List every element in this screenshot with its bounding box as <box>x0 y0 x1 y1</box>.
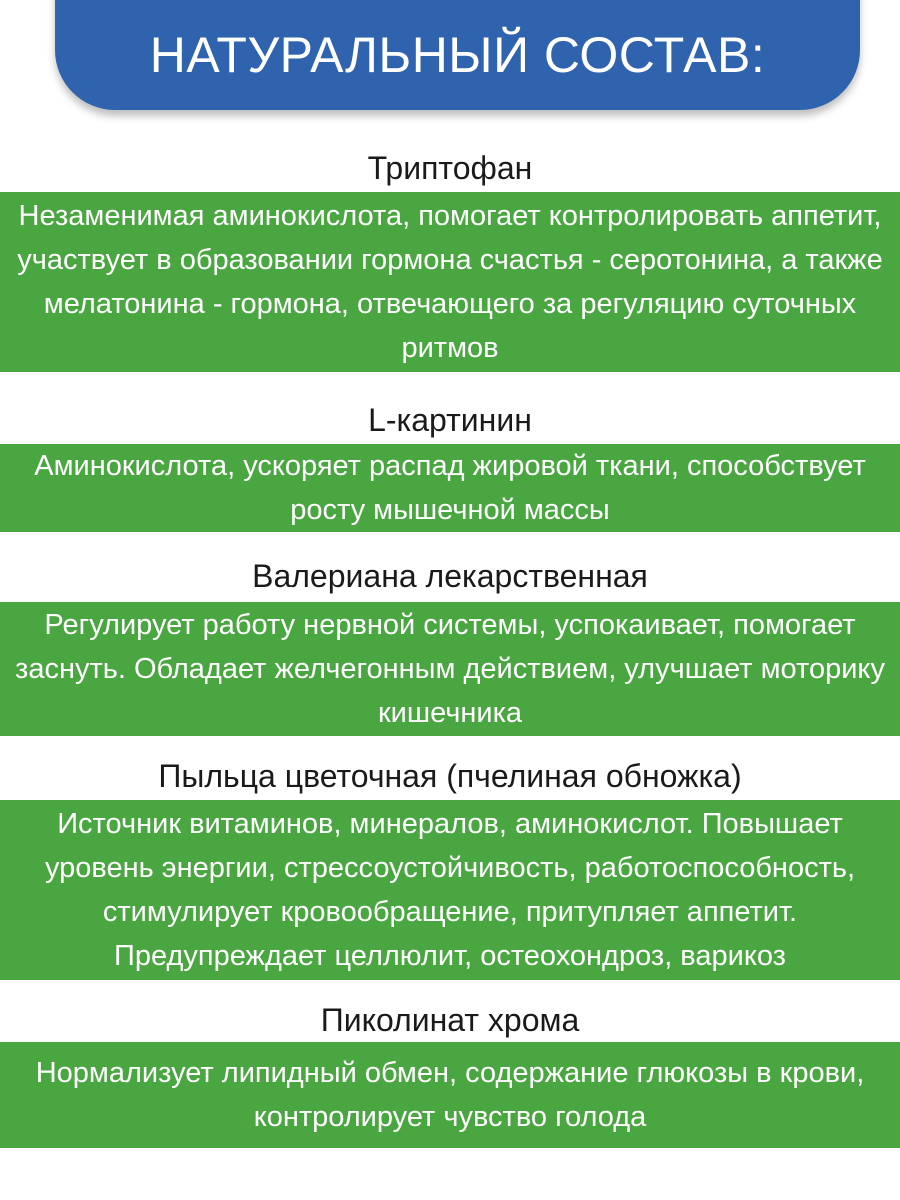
ingredient-description-band <box>0 1042 900 1148</box>
ingredient-description-band <box>0 602 900 736</box>
ingredient-title-valerian: Валериана лекарственная <box>252 558 648 594</box>
ingredient-title-pollen: Пыльца цветочная (пчелиная обножка) <box>158 758 742 794</box>
ingredient-title-chromium: Пиколинат хрома <box>320 1002 580 1038</box>
ingredient-description-band <box>0 192 900 372</box>
ingredient-title-l-carnitine: L-картинин <box>368 402 532 438</box>
ingredient-description-band <box>0 444 900 532</box>
ingredient-description-band <box>0 800 900 980</box>
ingredient-description-valerian: Регулирует работу нервной системы, успокаивает, помогает заснуть. Обладает желчегонным действием, улучшает моторику кишечника <box>15 609 885 729</box>
page-title: НАТУРАЛЬНЫЙ СОСТАВ: <box>149 27 766 83</box>
header-banner <box>55 0 860 110</box>
ingredient-title-tryptophan: Триптофан <box>367 150 533 186</box>
ingredient-description-pollen: Источник витаминов, минералов, аминокислот. Повышает уровень энергии, стрессоустойчивость, работоспособность, стимулирует кровообращение, притупляет аппетит. Предупреждает целлюлит, остеохондроз, варикоз <box>44 808 856 972</box>
ingredient-description-chromium: Нормализует липидный обмен, содержание глюкозы в крови, контролирует чувство голода <box>35 1057 865 1133</box>
ingredient-description-tryptophan: Незаменимая аминокислота, помогает контролировать аппетит, участвует в образовании гормона счастья - серотонина, а также мелатонина - гормона, отвечающего за регуляцию суточных ритмов <box>17 200 883 364</box>
ingredient-description-l-carnitine: Аминокислота, ускоряет распад жировой ткани, способствует росту мышечной массы <box>34 450 866 526</box>
